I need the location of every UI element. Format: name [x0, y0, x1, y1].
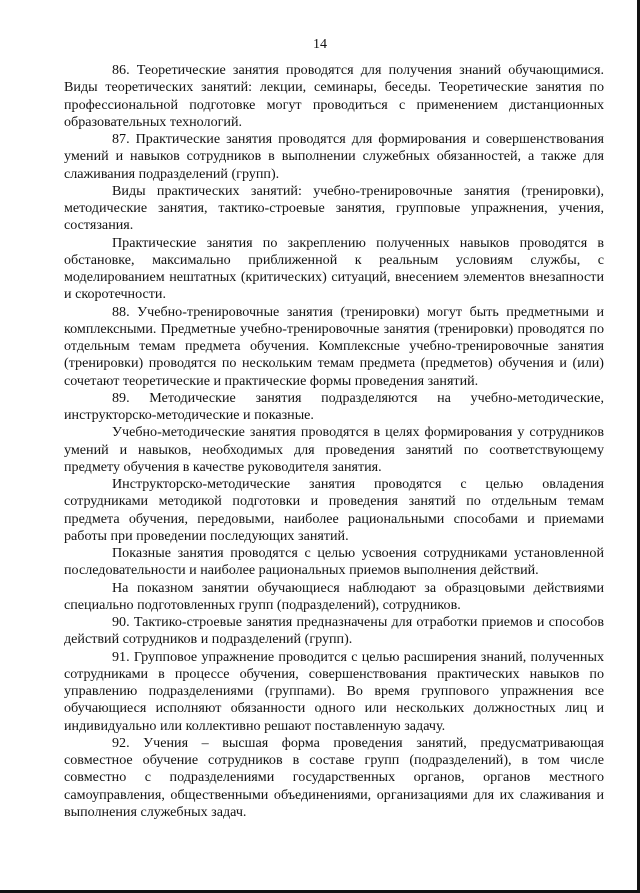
paragraph-91: 91. Групповое упражнение проводится с целью расширения знаний, полученных сотрудниками в процессе обучения, совершенствования практических навыков по управлению подразделениями (группами). Во время группового упражнения все обучающиеся исполняют обязанности одного или нескольких должностных лиц и индивидуально или коллективно решают поставленную задачу. — [64, 648, 604, 734]
paragraph-86: 86. Теоретические занятия проводятся для получения знаний обучающимися. Виды теоретических занятий: лекции, семинары, беседы. Теоретические занятия по профессиональной подготовке могут проводиться с применением дистанционных образовательных технологий. — [64, 62, 604, 130]
paragraph-87: 87. Практические занятия проводятся для формирования и совершенствования умений и навыков сотрудников в выполнении служебных обязанностей, а также для слаживания подразделений (групп). — [64, 131, 604, 182]
paragraph-92: 92. Учения – высшая форма проведения занятий, предусматривающая совместное обучение сотрудников в составе групп (подразделений), в том числе совместно с подразделениями государственных органов, органов местного самоуправления, общественными объединениями, организациями для их слаживания и выполнения служебных задач. — [64, 734, 604, 820]
page-number: 14 — [313, 37, 327, 52]
paragraph-practical-types: Виды практических занятий: учебно-тренировочные занятия (тренировки), методические занятия, тактико-строевые занятия, групповые упражнения, учения, состязания. — [64, 182, 604, 234]
paragraph-88: 88. Учебно-тренировочные занятия (тренировки) могут быть предметными и комплексными. Предметные учебно-тренировочные занятия (тренировки) проводятся по отдельным темам предмета обучения. Комплексные учебно-тренировочные занятия (тренировки) проводятся по нескольким темам предмета (предметов) обучения и (или) сочетают теоретические и практические формы проведения занятий. — [64, 303, 604, 389]
paragraph-demonstration-observe: На показном занятии обучающиеся наблюдают за образцовыми действиями специально подготовленных групп (подразделений), сотрудников. — [64, 579, 604, 613]
paragraph-teaching-methodical: Учебно-методические занятия проводятся в целях формирования у сотрудников умений и навыков, необходимых для проведения занятий по соответствующему предмету обучения в качестве руководителя занятия. — [64, 424, 604, 475]
paragraph-practical-skills: Практические занятия по закреплению полученных навыков проводятся в обстановке, максимально приближенной к реальным условиям службы, с моделированием нештатных (критических) ситуаций, внесением элементов внезапности и скоротечности. — [64, 234, 604, 303]
paragraph-90: 90. Тактико-строевые занятия предназначены для отработки приемов и способов действий сотрудников и подразделений (групп). — [64, 614, 604, 648]
body-text — [64, 62, 604, 821]
paragraph-89: 89. Методические занятия подразделяются на учебно-методические, инструкторско-методические и показные. — [64, 389, 604, 423]
paragraph-instructor-methodical: Инструкторско-методические занятия проводятся с целью овладения сотрудниками методикой подготовки и проведения занятий по отдельным темам предмета обучения, передовыми, наиболее рациональными способами и приемами работы при проведении последующих занятий. — [64, 476, 604, 544]
paragraph-demonstration: Показные занятия проводятся с целью усвоения сотрудниками установленной последовательности и наиболее рациональных приемов выполнения действий. — [64, 545, 604, 579]
